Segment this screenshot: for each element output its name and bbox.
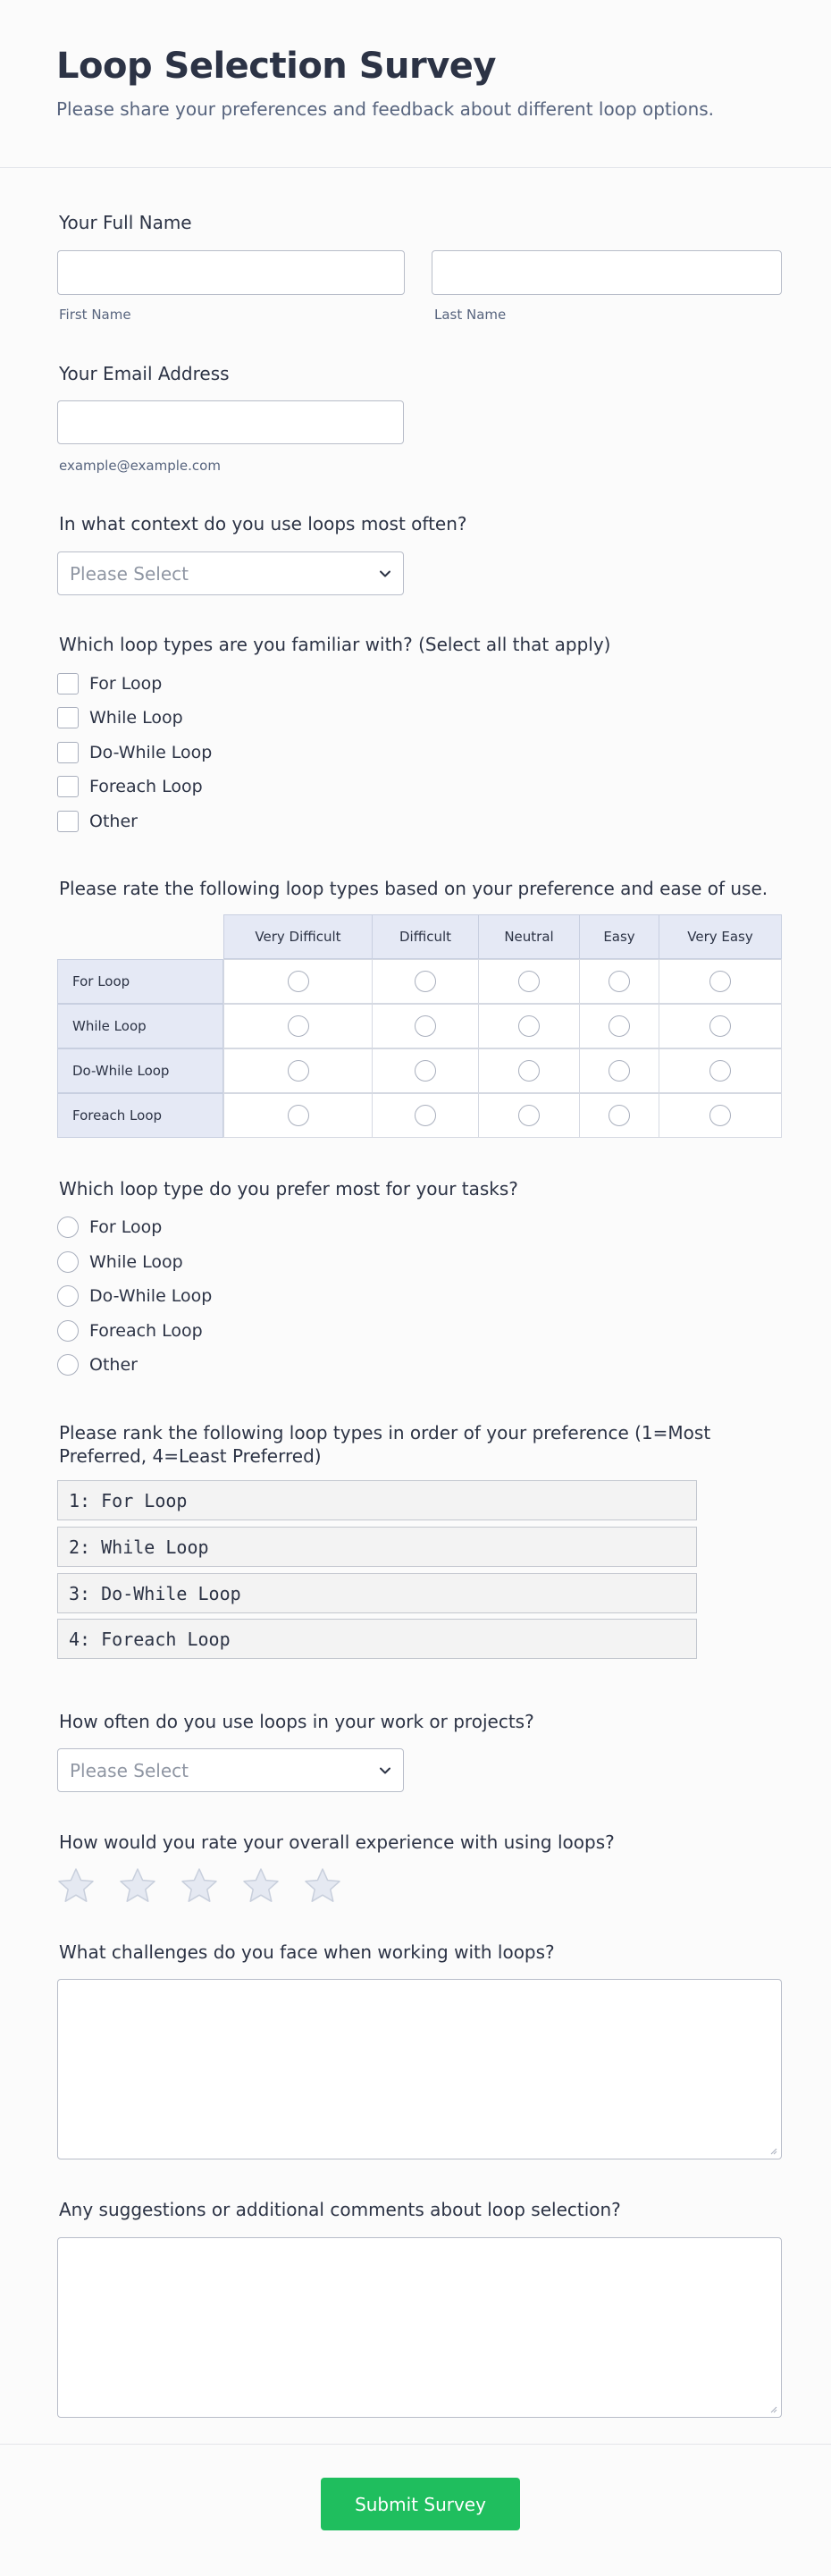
form-header: [0, 0, 831, 168]
matrix-cell: [372, 1004, 479, 1048]
matrix-cell: [579, 959, 659, 1004]
radio-button[interactable]: [57, 1251, 79, 1273]
matrix-row-label: Foreach Loop: [57, 1093, 223, 1138]
experience-label: How would you rate your overall experience with using loops?: [59, 1831, 615, 1853]
context-label: In what context do you use loops most often?: [59, 513, 467, 535]
familiar-option-while-loop[interactable]: [57, 706, 183, 729]
rank-item[interactable]: 3: Do-While Loop: [57, 1573, 697, 1613]
matrix-radio[interactable]: [415, 1060, 436, 1082]
star-icon[interactable]: [303, 1866, 342, 1906]
resize-grip-icon[interactable]: [768, 2404, 777, 2413]
matrix-radio[interactable]: [709, 1060, 731, 1082]
rating-matrix: [57, 914, 782, 1138]
matrix-cell: [579, 1093, 659, 1138]
checkbox[interactable]: [57, 776, 79, 797]
context-select-placeholder: Please Select: [70, 563, 189, 585]
frequency-select-placeholder: Please Select: [70, 1760, 189, 1781]
rank-item[interactable]: 4: Foreach Loop: [57, 1619, 697, 1659]
prefer-option-foreach-loop[interactable]: [57, 1319, 203, 1343]
matrix-column-header: Difficult: [372, 914, 479, 959]
matrix-cell: [478, 1048, 580, 1093]
submit-button[interactable]: Submit Survey: [321, 2478, 520, 2530]
context-select[interactable]: [57, 551, 404, 595]
prefer-option-other[interactable]: [57, 1353, 138, 1376]
option-label: Foreach Loop: [89, 777, 203, 796]
matrix-radio[interactable]: [609, 1105, 630, 1126]
matrix-radio[interactable]: [288, 1060, 309, 1082]
suggestions-label: Any suggestions or additional comments about loop selection?: [59, 2199, 621, 2220]
matrix-column-header: Very Easy: [659, 914, 782, 959]
chevron-down-icon: [376, 1762, 394, 1780]
option-label: While Loop: [89, 708, 183, 728]
first-name-input[interactable]: [57, 250, 405, 295]
star-icon[interactable]: [241, 1866, 281, 1906]
last-name-input[interactable]: [432, 250, 782, 295]
matrix-cell: [579, 1004, 659, 1048]
matrix-radio[interactable]: [518, 971, 540, 992]
option-label: Other: [89, 1355, 138, 1375]
rank-label: Please rank the following loop types in order of your preference (1=Most Preferred, 4=Least Preferred): [59, 1422, 711, 1467]
familiar-option-for-loop[interactable]: [57, 672, 162, 695]
option-label: For Loop: [89, 674, 163, 694]
matrix-cell: [478, 1093, 580, 1138]
radio-button[interactable]: [57, 1285, 79, 1307]
prefer-option-while-loop[interactable]: [57, 1250, 183, 1274]
matrix-row-label: While Loop: [57, 1004, 223, 1048]
matrix-row-label: For Loop: [57, 959, 223, 1004]
prefer-option-for-loop[interactable]: [57, 1216, 162, 1239]
email-sublabel: example@example.com: [59, 458, 221, 474]
option-label: For Loop: [89, 1217, 163, 1237]
matrix-radio[interactable]: [415, 1015, 436, 1037]
first-name-sublabel: First Name: [59, 307, 131, 323]
last-name-sublabel: Last Name: [434, 307, 507, 323]
page-title: Loop Selection Survey: [56, 46, 496, 87]
matrix-column-header: Neutral: [478, 914, 580, 959]
matrix-label: Please rate the following loop types based on your preference and ease of use.: [59, 878, 768, 899]
matrix-radio[interactable]: [609, 1015, 630, 1037]
matrix-radio[interactable]: [288, 1105, 309, 1126]
matrix-radio[interactable]: [415, 1105, 436, 1126]
page-subtitle: Please share your preferences and feedback about different loop options.: [56, 98, 715, 120]
matrix-radio[interactable]: [288, 971, 309, 992]
chevron-down-icon: [376, 565, 394, 583]
resize-grip-icon[interactable]: [768, 2146, 777, 2155]
option-label: Do-While Loop: [89, 743, 213, 762]
option-label: Do-While Loop: [89, 1286, 213, 1306]
matrix-cell: [223, 1093, 373, 1138]
matrix-radio[interactable]: [518, 1015, 540, 1037]
rank-item[interactable]: 2: While Loop: [57, 1527, 697, 1567]
matrix-cell: [223, 1004, 373, 1048]
option-label: While Loop: [89, 1252, 183, 1272]
matrix-cell: [659, 1048, 782, 1093]
full-name-label: Your Full Name: [59, 212, 192, 233]
matrix-cell: [372, 959, 479, 1004]
star-icon[interactable]: [56, 1866, 96, 1906]
matrix-radio[interactable]: [709, 971, 731, 992]
option-label: Other: [89, 812, 138, 831]
rank-item[interactable]: 1: For Loop: [57, 1480, 697, 1520]
prefer-option-do-while-loop[interactable]: [57, 1284, 212, 1308]
star-rating: [56, 1866, 365, 1906]
matrix-cell: [372, 1093, 479, 1138]
matrix-cell: [659, 959, 782, 1004]
radio-button[interactable]: [57, 1320, 79, 1342]
challenges-label: What challenges do you face when working with loops?: [59, 1941, 555, 1963]
star-icon[interactable]: [118, 1866, 157, 1906]
matrix-row-label: Do-While Loop: [57, 1048, 223, 1093]
matrix-radio[interactable]: [609, 971, 630, 992]
matrix-radio[interactable]: [288, 1015, 309, 1037]
matrix-cell: [478, 1004, 580, 1048]
matrix-radio[interactable]: [709, 1105, 731, 1126]
matrix-radio[interactable]: [609, 1060, 630, 1082]
matrix-radio[interactable]: [518, 1105, 540, 1126]
checkbox[interactable]: [57, 811, 79, 832]
familiar-option-foreach-loop[interactable]: [57, 775, 203, 798]
prefer-label: Which loop type do you prefer most for your tasks?: [59, 1178, 518, 1200]
challenges-textarea[interactable]: [57, 1979, 782, 2159]
checkbox[interactable]: [57, 673, 79, 695]
matrix-cell: [223, 959, 373, 1004]
matrix-radio[interactable]: [415, 971, 436, 992]
checkbox[interactable]: [57, 707, 79, 728]
matrix-cell: [579, 1048, 659, 1093]
frequency-label: How often do you use loops in your work or projects?: [59, 1711, 534, 1732]
frequency-select[interactable]: [57, 1748, 404, 1792]
email-input[interactable]: [57, 400, 404, 444]
familiar-option-do-while-loop[interactable]: [57, 741, 212, 764]
familiar-label: Which loop types are you familiar with? (Select all that apply): [59, 634, 611, 655]
matrix-cell: [659, 1093, 782, 1138]
matrix-cell: [659, 1004, 782, 1048]
matrix-cell: [478, 959, 580, 1004]
matrix-cell: [223, 1048, 373, 1093]
email-label: Your Email Address: [59, 363, 230, 384]
star-icon[interactable]: [180, 1866, 219, 1906]
matrix-column-header: Very Difficult: [223, 914, 373, 959]
matrix-column-header: Easy: [579, 914, 659, 959]
matrix-cell: [372, 1048, 479, 1093]
checkbox[interactable]: [57, 742, 79, 763]
radio-button[interactable]: [57, 1354, 79, 1376]
familiar-option-other[interactable]: [57, 810, 138, 833]
radio-button[interactable]: [57, 1216, 79, 1238]
matrix-radio[interactable]: [518, 1060, 540, 1082]
suggestions-textarea[interactable]: [57, 2237, 782, 2418]
matrix-radio[interactable]: [709, 1015, 731, 1037]
option-label: Foreach Loop: [89, 1321, 203, 1341]
